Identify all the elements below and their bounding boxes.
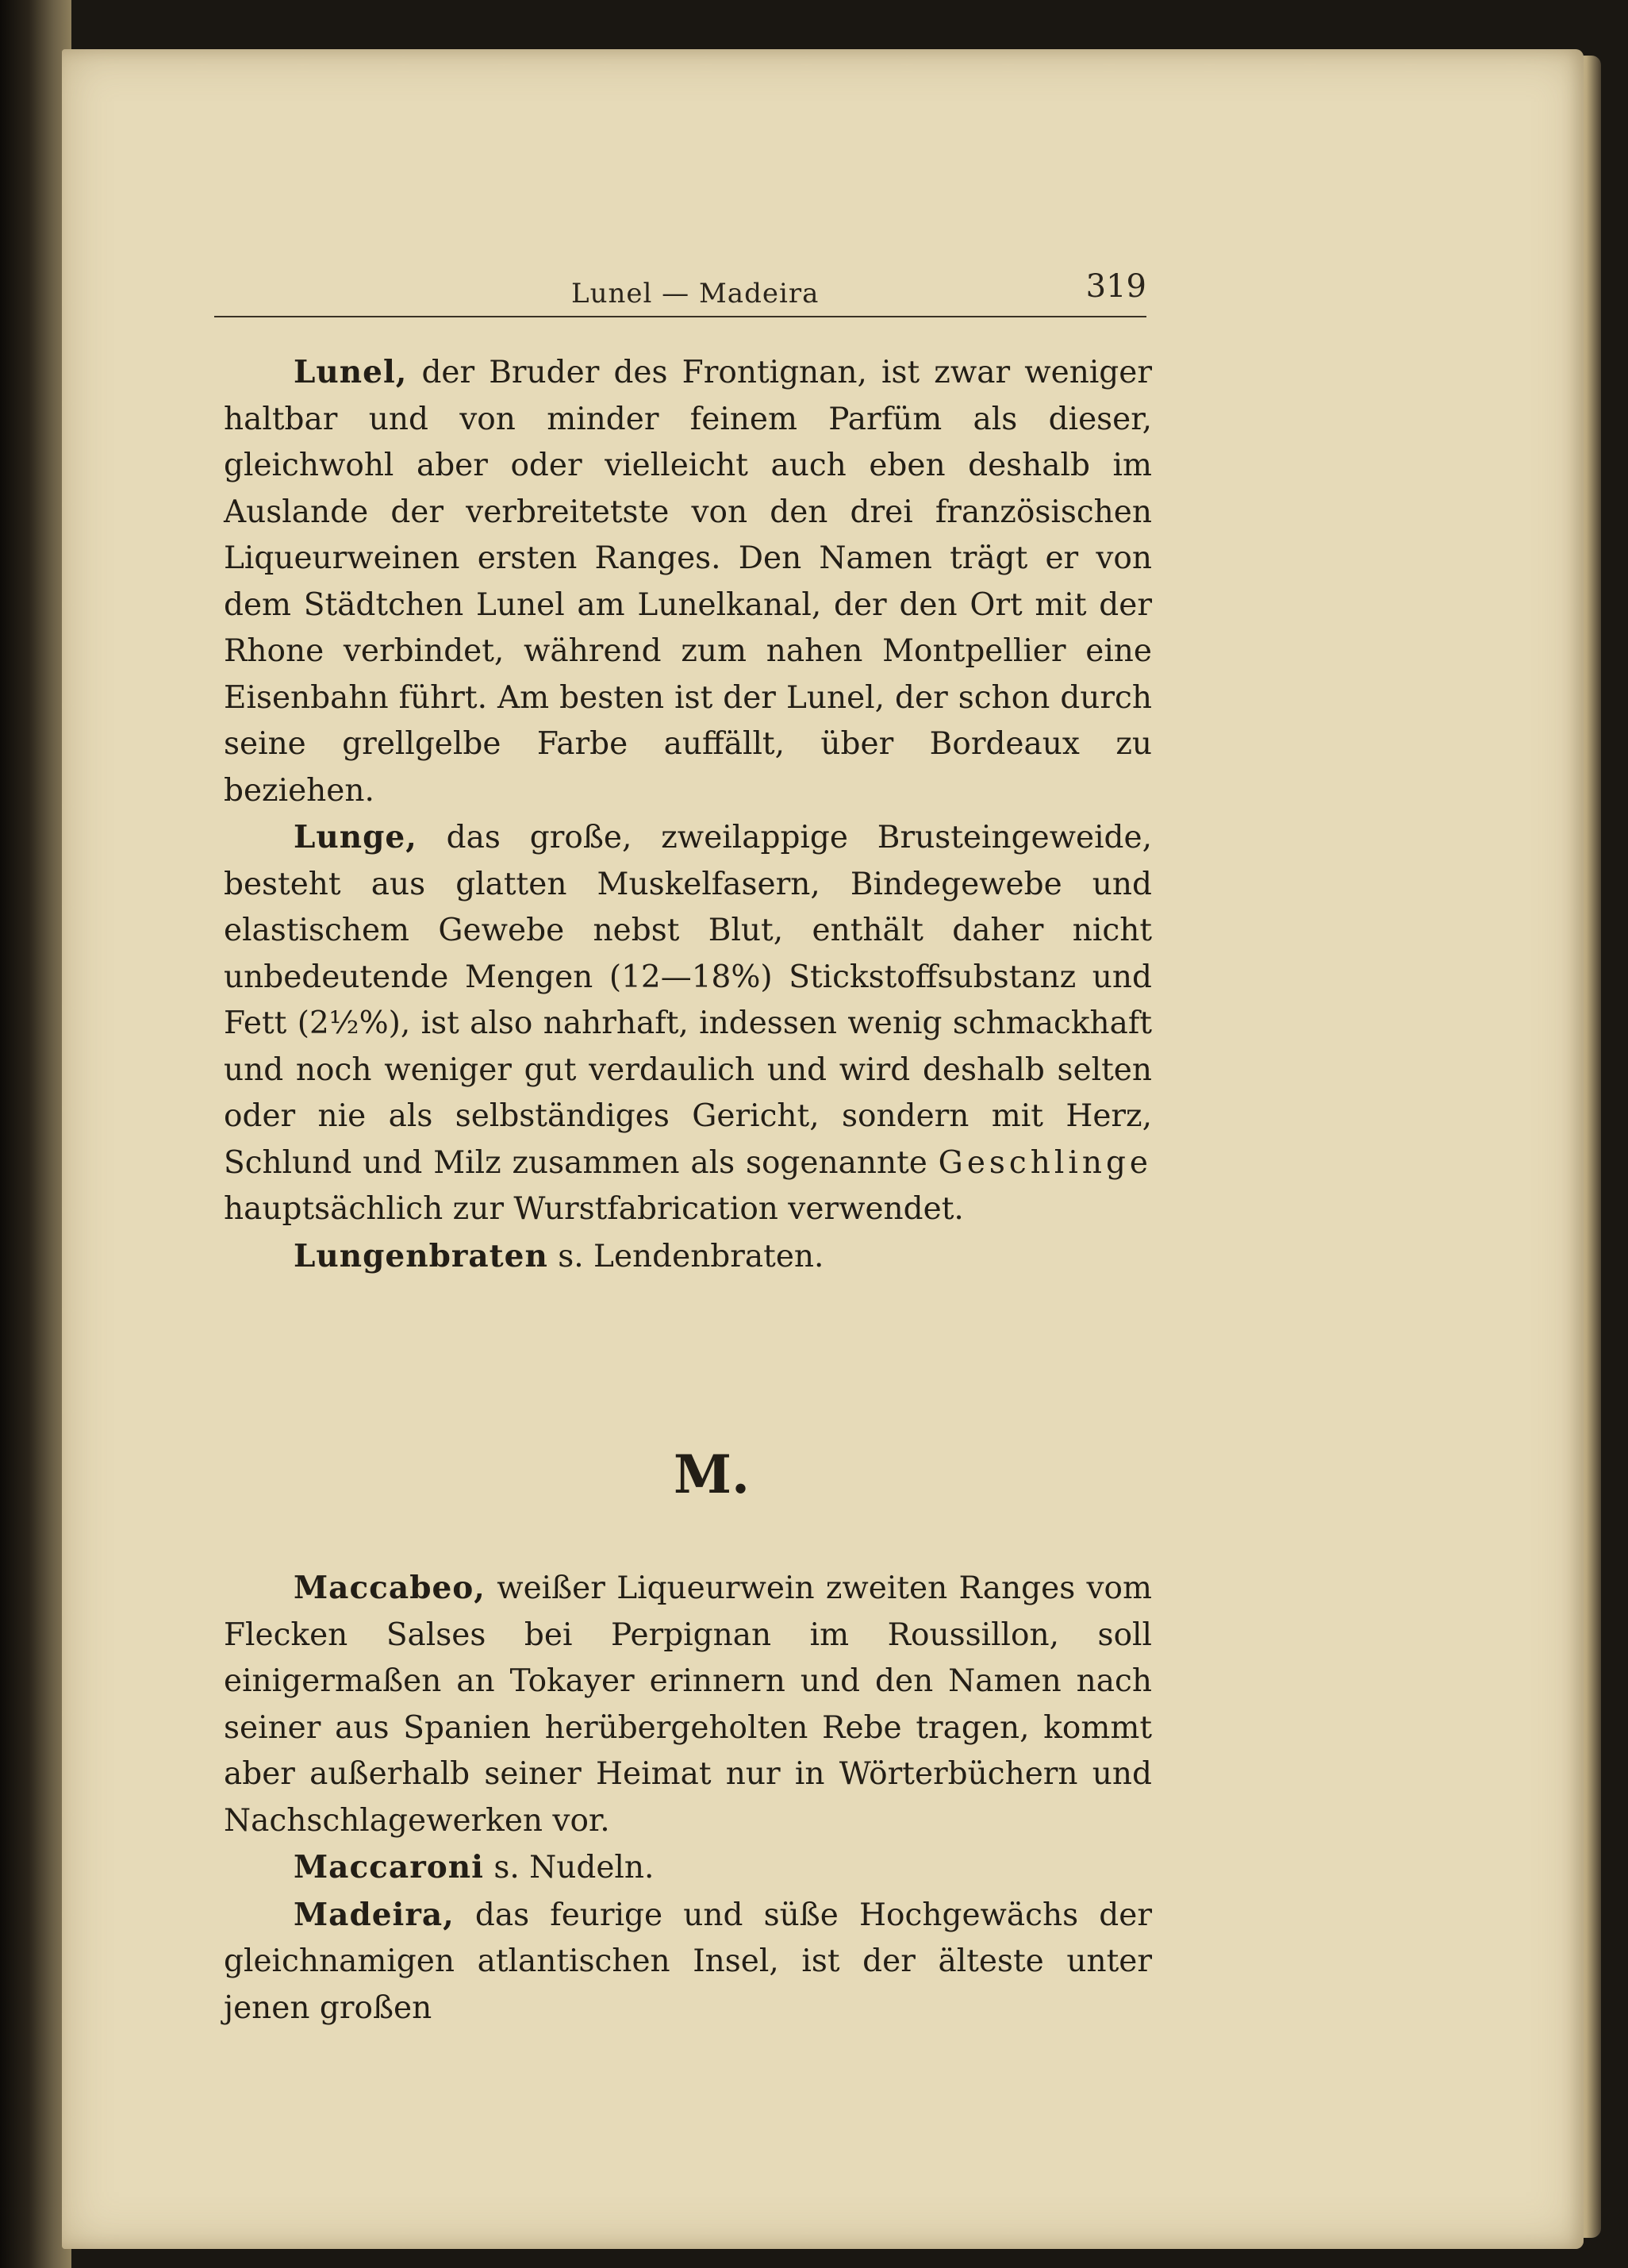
entry-lungenbraten: [224, 1233, 1152, 1281]
running-header: [214, 268, 1146, 317]
section-letter: M.: [673, 1443, 751, 1505]
entry-lunge: [224, 814, 1152, 1233]
entry-term: Maccaroni: [294, 1849, 484, 1886]
entry-text: s. Lendenbraten.: [547, 1238, 824, 1274]
page-number: 319: [1085, 268, 1146, 305]
entry-lunel: [224, 349, 1152, 814]
entry-term: Madeira,: [294, 1896, 455, 1933]
entry-text: das große, zweilappige Brusteingeweide, besteht aus glatten Muskelfasern, Bindegewebe und elastischem Gewebe nebst Blut, enthält daher nicht unbedeutende Mengen (12—18%) Stickstoffsubstanz und Fett (2½%), ist also nahrhaft, indessen wenig schmackhaft und noch weniger gut verdaulich und wird deshalb selten oder nie als selbständiges Gericht, sondern mit Herz, Schlund und Milz zusammen als sogenannte: [224, 820, 1152, 1181]
running-title: Lunel — Madeira: [571, 278, 820, 309]
entry-term: Lungenbraten: [294, 1237, 548, 1274]
entry-text: s. Nudeln.: [483, 1850, 655, 1886]
entry-text: das feurige und süße Hochgewächs der gleichnamigen atlantischen Insel, ist der älteste unter jenen großen: [224, 1897, 1152, 2026]
emphasized-term: Geschlinge: [938, 1144, 1152, 1181]
entry-madeira: [224, 1892, 1152, 2032]
entry-maccaroni: [224, 1844, 1152, 1892]
entry-term: Maccabeo,: [294, 1570, 486, 1606]
page-body: [224, 349, 1152, 2032]
entry-text: hauptsächlich zur Wurstfabrication verwendet.: [224, 1191, 964, 1227]
entry-text: weißer Liqueurwein zweiten Ranges vom Flecken Salses bei Perpignan im Roussillon, soll einigermaßen an Tokayer erinnern und den Namen nach seiner aus Spanien herübergeholten Rebe tragen, kommt aber außerhalb seiner Heimat nur in Wörterbüchern und Nachschlagewerken vor.: [224, 1570, 1152, 1839]
entry-term: Lunge,: [294, 819, 417, 855]
book-binding-edge: [0, 0, 71, 2268]
entry-term: Lunel,: [294, 354, 408, 390]
entry-maccabeo: [224, 1565, 1152, 1844]
entry-text: der Bruder des Frontignan, ist zwar weniger haltbar und von minder feinem Parfüm als dieser, gleichwohl aber oder vielleicht auch eben deshalb im Auslande der verbreitetste von den drei französischen Liqueurweinen ersten Ranges. Den Namen trägt er von dem Städtchen Lunel am Lunelkanal, der den Ort mit der Rhone verbindet, während zum nahen Montpellier eine Eisenbahn führt. Am besten ist der Lunel, der schon durch seine grellgelbe Farbe auffällt, über Bordeaux zu beziehen.: [224, 355, 1152, 809]
